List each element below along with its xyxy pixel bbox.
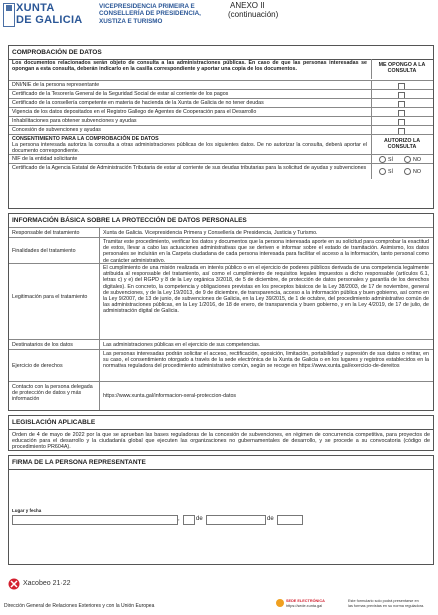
directorate-text: Dirección General de Relaciones Exteriores y con la Unión Europea	[4, 603, 155, 609]
row-label: Certificado de la Tesorería General de la Seguridad Social de estar al corriente de los pagos	[12, 91, 229, 97]
dept-line-2: CONSELLERÍA DE PRESIDENCIA,	[99, 10, 201, 18]
section-title: INFORMACIÓN BÁSICA SOBRE LA PROTECCIÓN DE DATOS PERSONALES	[9, 214, 433, 228]
row-label: Responsable del tratamiento	[12, 230, 80, 236]
row-value: El cumplimiento de una misión realizada en interés público o en el ejercicio de poderes públicos derivada de una competencia legalmente atribuida al responsable del tratamiento, así como el cumplimiento de requisitos legales impuestos a dicho responsable (artículos 6.1, letras c) y e) del RGPD y 8 de la Ley orgánica 3/2018, de 5 de diciembre, de protección de datos personales y garantía de los derechos digitales). En concreto, la competencia y obligaciones previstas en los preceptos básicos de la Ley 38/2003, de 17 de noviembre, general de subvenciones, y de la Ley 19/2013, de 9 de diciembre, de transparencia, acceso a la información pública y buen gobierno, así como en la Ley 9/2007, de 13 de junio, de subvenciones de Galicia, en la Ley 39/2015, de 1 de octubre, del procedimiento administrativo común de las administraciones públicas, en la Ley 1/2016, de 18 de enero, de transparencia y buen gobierno, y en la Ley 4/2019, de 17 de julio, de administración digital de Galicia.	[103, 265, 429, 315]
row-label: Legitimación para el tratamiento	[12, 294, 88, 300]
form-note	[348, 599, 424, 608]
authorize-column-header: AUTORIZO LA CONSULTA	[383, 138, 421, 150]
de-separator-2: de	[267, 516, 274, 522]
comma-separator: ,	[178, 516, 180, 522]
row-value: Las personas interesadas podrán solicitar el acceso, rectificación, oposición, limitación, portabilidad y supresión de sus datos o retirar, en su caso, el consentimiento otorgado a través de la sede electrónica de la Xunta de Galicia o en los lugares y registros establecidos en la normativa reguladora del procedimiento administrativo común, según se recoge en https://www.xunta.gal/exercicio-de-dereitos	[103, 351, 429, 370]
xunta-logo-text	[16, 2, 83, 26]
radio-icon[interactable]	[379, 156, 386, 163]
table-row	[9, 237, 433, 264]
yes-option[interactable]	[379, 168, 393, 175]
row-label: Ejercicio de derechos	[12, 363, 63, 369]
consent-text: La persona interesada autoriza la consulta a otras administraciones públicas de los siguientes datos. De no autorizar la consulta, deberá aportar el documento correspondiente.	[12, 142, 367, 154]
yes-label: SÍ	[388, 168, 394, 175]
radio-icon[interactable]	[404, 156, 411, 163]
oppose-column-header: ME OPONGO A LA CONSULTA	[378, 62, 426, 74]
section-title: FIRMA DE LA PERSONA REPRESENTANTE	[9, 456, 433, 470]
no-option[interactable]	[404, 156, 421, 163]
de-separator-1: de	[196, 516, 203, 522]
intro-row	[9, 59, 433, 79]
xacobeo-icon	[8, 578, 20, 590]
note-line-2: las formas previstas en su norma reguladora.	[348, 603, 425, 608]
annex-subtitle: (continuación)	[228, 10, 279, 19]
table-row	[9, 263, 433, 340]
row-value: Xunta de Galicia. Vicepresidencia Primera y Consellería de Presidencia, Justicia y Turismo.	[103, 230, 318, 236]
month-input[interactable]	[206, 515, 266, 525]
page-header	[0, 0, 438, 30]
no-label: NO	[413, 168, 421, 175]
consent-header-row	[9, 134, 433, 155]
intro-text: Los documentos relacionados serán objeto de consulta a las administraciones públicas. En caso de que las personas interesadas se opongan a esta consulta, deberán indicarlo en la casilla correspondiente y aportar una copia de los documentos.	[12, 60, 367, 72]
row-label: Vigencia de los datos depositados en el Registro Gallego de Agentes de Cooperación para el Desarrollo	[12, 109, 257, 115]
sede-info	[286, 599, 325, 608]
no-option[interactable]	[404, 168, 421, 175]
logo-line-2: DE GALICIA	[16, 14, 83, 26]
table-row	[9, 381, 433, 411]
row-value: Las administraciones públicas en el ejercicio de sus competencias.	[103, 342, 261, 348]
department-name	[99, 3, 201, 25]
day-input[interactable]	[183, 515, 195, 525]
row-label: Inhabilitaciones para obtener subvenciones y ayudas	[12, 118, 137, 124]
no-label: NO	[413, 156, 421, 163]
consent-row	[9, 163, 433, 179]
row-label: Certificado de la consellería competente en materia de hacienda de la Xunta de Galicia de no tener deudas	[12, 100, 264, 106]
row-value: Tramitar este procedimiento, verificar los datos y documentos que la persona interesada aporte en su solicitud para comprobar la exactitud de estos, llevar a cabo las actuaciones administrativas que se deriven e informar sobre el estado de tramitación. Asimismo, los datos personales se incluirán en la Carpeta ciudadana de cada persona interesada para facilitar el acceso a la información, tanto personal como de carácter administrativo.	[103, 239, 429, 264]
xacobeo-text: Xacobeo 21·22	[23, 580, 71, 587]
consent-title: CONSENTIMIENTO PARA LA COMPROBACIÓN DE DATOS	[12, 136, 159, 142]
row-label: Destinatarios de los datos	[12, 342, 73, 348]
row-label: DNI/NIE de la persona representante	[12, 82, 100, 88]
section-title: LEGISLACIÓN APLICABLE	[9, 416, 433, 430]
row-value: https://www.xunta.gal/informacion-xeral-proteccion-datos	[103, 393, 237, 399]
radio-icon[interactable]	[404, 168, 411, 175]
place-input[interactable]	[12, 515, 178, 525]
annex-label	[228, 1, 278, 19]
data-verification-section	[8, 45, 434, 209]
sede-url[interactable]: https://sede.xunta.gal	[286, 603, 323, 608]
data-protection-section	[8, 213, 434, 411]
row-label: Certificado de la Agencia Estatal de Administración Tributaria de estar al corriente de sus deudas tributarias para la solicitud de ayudas y subvenciones	[12, 165, 367, 171]
table-row	[9, 349, 433, 382]
yes-option[interactable]	[379, 156, 393, 163]
yes-label: SÍ	[388, 156, 394, 163]
xunta-logo-icon	[3, 3, 15, 27]
note-line-1: Este formulario solo podrá presentarse en	[348, 599, 419, 603]
year-input[interactable]	[277, 515, 303, 525]
dept-line-3: XUSTIZA E TURISMO	[99, 17, 163, 25]
section-title: COMPROBACIÓN DE DATOS	[9, 46, 433, 60]
sede-title: SEDE ELECTRÓNICA	[286, 599, 325, 603]
row-label: Concesión de subvenciones y ayudas	[12, 127, 101, 133]
legislation-section	[8, 415, 434, 451]
signature-section	[8, 455, 434, 565]
dept-line-1: VICEPRESIDENCIA PRIMEIRA E	[99, 3, 195, 10]
place-date-label: Lugar y fecha	[12, 508, 42, 513]
annex-title: ANEXO II	[230, 1, 265, 10]
legislation-text: Orden de 4 de mayo de 2022 por la que se aprueban las bases reguladoras de la concesión de subvenciones, en régimen de concurrencia competitiva, para proyectos de educación para el desarrollo y la ciudadanía global que ejecuten las organizaciones no gubernamentales de desarrollo, y se procede a su convocatoria (código de procedimiento PR604A).	[12, 432, 430, 451]
sede-logo-icon	[276, 599, 284, 607]
logo-line-1: XUNTA	[16, 2, 55, 14]
radio-icon[interactable]	[379, 168, 386, 175]
row-label: Finalidades del tratamiento	[12, 248, 76, 254]
row-label: Contacto con la persona delegada de protección de datos y más información	[12, 384, 93, 403]
row-label: NIF de la entidad solicitante	[12, 156, 78, 162]
